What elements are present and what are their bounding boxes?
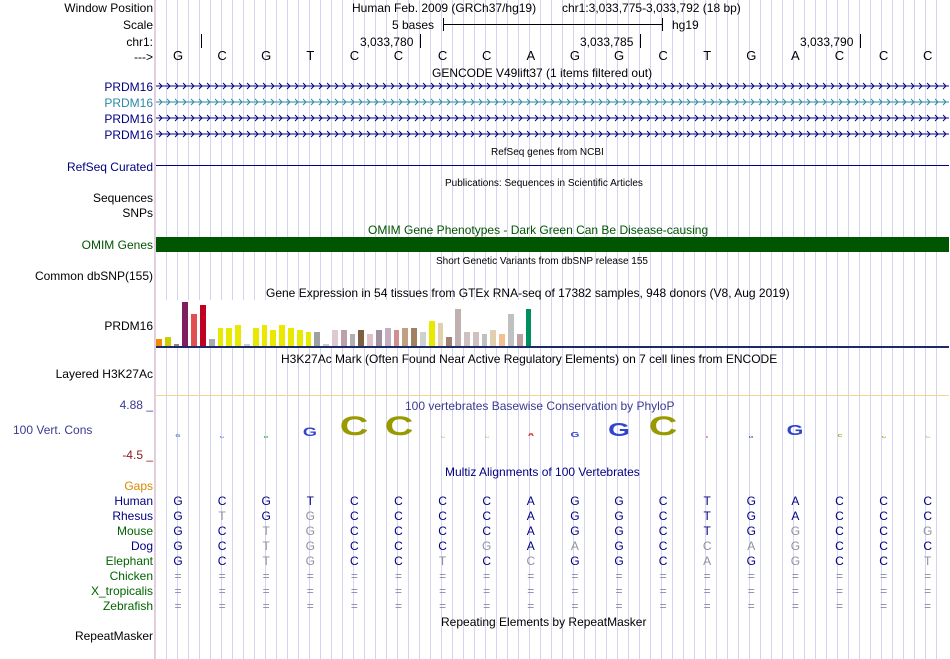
alignment-base: = (439, 584, 447, 598)
alignment-base: G (790, 524, 801, 538)
reference-base: C (437, 48, 448, 63)
window-position-label: Window Position (64, 1, 153, 15)
alignment-base: C (879, 524, 888, 538)
alignment-base: = (306, 599, 314, 613)
alignment-base: = (835, 584, 843, 598)
omim-gene-bar[interactable] (156, 237, 949, 252)
alignment-base: C (350, 554, 359, 568)
conservation-letter: G (608, 421, 630, 438)
species-label[interactable]: Rhesus (112, 509, 153, 523)
alignment-base: T (703, 494, 711, 508)
reference-base: A (526, 48, 536, 63)
gtex-tissue-bar[interactable] (279, 325, 285, 346)
alignment-base: = (218, 599, 226, 613)
gtex-tissue-bar[interactable] (367, 334, 373, 346)
alignment-base: = (262, 599, 270, 613)
alignment-base: C (438, 509, 447, 523)
publications-track-title[interactable]: Publications: Sequences in Scientific Articles (445, 178, 643, 189)
alignment-base: G (790, 539, 801, 553)
gtex-tissue-bar[interactable] (226, 328, 232, 346)
gtex-tissue-bar[interactable] (446, 337, 452, 346)
snps-label[interactable]: SNPs (122, 206, 153, 220)
alignment-base: = (306, 584, 314, 598)
alignment-base: C (482, 554, 492, 568)
repeatmasker-track-title[interactable]: Repeating Elements by RepeatMasker (441, 615, 647, 629)
gencode-transcript-label[interactable]: PRDM16 (104, 96, 153, 110)
alignment-base: = (218, 569, 226, 583)
alignment-base: = (174, 599, 182, 613)
reference-base: G (261, 48, 272, 63)
alignment-base: = (350, 569, 358, 583)
ruler-tick-label: 3,033,780 (360, 35, 414, 49)
reference-base: T (703, 48, 712, 63)
alignment-base: C (394, 509, 403, 523)
gtex-tissue-bar[interactable] (464, 332, 470, 346)
scale-bar-left-tick (443, 18, 444, 31)
alignment-base: C (217, 554, 227, 568)
alignment-base: = (306, 569, 314, 583)
gencode-transcript[interactable] (156, 127, 949, 141)
reference-base: C (834, 48, 845, 63)
alignment-base: T (924, 554, 932, 568)
conservation-letter: C (648, 414, 678, 438)
gtex-tissue-bar[interactable] (429, 321, 435, 346)
alignment-base: G (614, 539, 624, 553)
alignment-base: C (482, 494, 492, 508)
alignment-base: = (747, 584, 755, 598)
scale-bar-right-tick (662, 18, 663, 31)
alignment-base: = (924, 584, 932, 598)
alignment-base: C (658, 554, 668, 568)
alignment-base: = (615, 599, 623, 613)
strand-arrow-label: ---> (134, 50, 153, 64)
gtex-tissue-bar[interactable] (438, 323, 444, 346)
gtex-tissue-bar[interactable] (218, 328, 224, 346)
alignment-base: A (570, 539, 579, 553)
reference-base: C (658, 48, 668, 63)
alignment-base: C (217, 539, 227, 553)
h3k27ac-baseline (156, 395, 949, 396)
gtex-track-title[interactable]: Gene Expression in 54 tissues from GTEx RNA-seq of 17382 samples, 948 donors (V8, Aug 2019) (266, 286, 790, 300)
alignment-base: G (790, 554, 801, 568)
alignment-base: = (350, 599, 358, 613)
species-label[interactable]: Chicken (109, 569, 153, 583)
alignment-base: G (746, 554, 756, 568)
alignment-base: = (791, 584, 799, 598)
alignment-base: T (703, 524, 711, 538)
alignment-base: = (439, 599, 447, 613)
ruler-tick-label: 3,033,785 (580, 35, 634, 49)
alignment-base: A (526, 539, 535, 553)
alignment-base: T (262, 524, 270, 538)
ruler-tick (860, 34, 861, 48)
scale-bar (443, 24, 662, 25)
alignment-base: T (262, 554, 270, 568)
transcript-line (156, 79, 949, 93)
reference-base: C (481, 48, 492, 63)
alignment-base: C (350, 509, 359, 523)
alignment-base: C (658, 494, 668, 508)
alignment-base: = (394, 599, 402, 613)
transcript-line (156, 127, 949, 141)
alignment-base: G (173, 539, 183, 553)
alignment-base: C (217, 494, 227, 508)
alignment-base: = (835, 599, 843, 613)
alignment-base: A (526, 494, 535, 508)
h3k27ac-label[interactable]: Layered H3K27Ac (55, 367, 153, 381)
reference-base: G (613, 48, 625, 63)
assembly-title: Human Feb. 2009 (GRCh37/hg19) (352, 1, 537, 15)
gtex-tissue-bar[interactable] (209, 339, 215, 346)
alignment-base: C (658, 524, 668, 538)
alignment-base: = (659, 584, 667, 598)
alignment-base: = (791, 599, 799, 613)
transcript-line (156, 95, 949, 109)
gtex-tissue-bar[interactable] (165, 337, 171, 346)
alignment-base: G (261, 509, 271, 523)
conservation-letter (889, 436, 950, 438)
reference-base: C (878, 48, 889, 63)
alignment-base: G (746, 509, 756, 523)
gtex-tissue-bar[interactable] (306, 332, 312, 346)
scale-text: 5 bases (392, 18, 435, 32)
conservation-min-label: -4.5 _ (122, 448, 153, 462)
alignment-base: G (746, 524, 756, 538)
alignment-base: C (482, 524, 492, 538)
alignment-base: C (350, 494, 359, 508)
alignment-base: G (173, 524, 183, 538)
alignment-base: C (482, 509, 492, 523)
range-readout: chr1:3,033,775-3,033,792 (18 bp) (562, 1, 741, 15)
alignment-base: A (747, 539, 756, 553)
alignment-base: = (703, 569, 711, 583)
h3k27ac-track-title[interactable]: H3K27Ac Mark (Often Found Near Active Regulatory Elements) on 7 cell lines from ENCODE (281, 352, 778, 366)
alignment-base: A (791, 509, 800, 523)
gtex-tissue-bar[interactable] (394, 330, 400, 346)
ruler-tick-label: 3,033,790 (800, 35, 854, 49)
gtex-tissue-bar[interactable] (508, 314, 514, 346)
reference-base: T (306, 48, 315, 63)
alignment-base: G (614, 554, 624, 568)
alignment-base: C (394, 539, 403, 553)
conservation-track-title[interactable]: 100 vertebrates Basewise Conservation by PhyloP (405, 399, 675, 413)
conservation-letter: A (527, 433, 534, 438)
alignment-base: C (350, 524, 359, 538)
reference-base: C (922, 48, 933, 63)
alignment-base: T (703, 509, 711, 523)
gtex-tissue-bar[interactable] (526, 309, 532, 346)
alignment-base: = (394, 569, 402, 583)
species-label[interactable]: X_tropicalis (90, 584, 153, 598)
conservation-label[interactable]: 100 Vert. Cons (13, 423, 93, 437)
alignment-base: C (350, 539, 359, 553)
alignment-base: = (527, 584, 535, 598)
alignment-base: = (571, 569, 579, 583)
alignment-base: C (438, 539, 447, 553)
alignment-base: C (702, 539, 712, 553)
gtex-tissue-bar[interactable] (200, 305, 206, 346)
ruler-tick (420, 34, 421, 48)
alignment-base: = (527, 569, 535, 583)
alignment-base: = (880, 569, 888, 583)
alignment-base: T (262, 539, 270, 553)
gtex-tissue-bar[interactable] (262, 325, 268, 346)
alignment-base: A (703, 554, 712, 568)
alignment-base: G (570, 494, 580, 508)
reference-base: A (791, 48, 800, 63)
conservation-letter: C (340, 414, 369, 438)
alignment-base: C (923, 509, 933, 523)
conservation-letter: C (837, 434, 842, 438)
conservation-letter: G (570, 431, 580, 438)
alignment-base: = (571, 599, 579, 613)
gtex-tissue-bar[interactable] (288, 328, 294, 346)
gencode-track-title[interactable]: GENCODE V49lift37 (1 items filtered out) (432, 66, 653, 80)
alignment-base: G (261, 494, 271, 508)
gencode-transcript-label[interactable]: PRDM16 (104, 128, 153, 142)
alignment-base: G (305, 524, 315, 538)
reference-base: C (217, 48, 227, 63)
alignment-base: = (483, 569, 491, 583)
alignment-base: C (835, 509, 844, 523)
gencode-transcript[interactable] (156, 79, 949, 93)
gtex-tissue-bar[interactable] (332, 330, 338, 346)
gtex-tissue-bar[interactable] (156, 339, 162, 346)
gtex-tissue-bar[interactable] (270, 330, 276, 346)
scale-label: Scale (122, 18, 153, 32)
conservation-letter: C (384, 414, 413, 438)
alignment-base: = (703, 584, 711, 598)
conservation-letter: G (303, 427, 318, 438)
alignment-base: C (835, 494, 844, 508)
gtex-tissue-bar[interactable] (314, 332, 320, 346)
gtex-baseline (156, 346, 949, 348)
alignment-base: = (483, 599, 491, 613)
alignment-base: = (218, 584, 226, 598)
alignment-base: = (262, 569, 270, 583)
gtex-tissue-bar[interactable] (297, 330, 303, 346)
reference-base: C (349, 48, 360, 63)
omim-label[interactable]: OMIM Genes (81, 238, 153, 252)
scale-db: hg19 (672, 18, 699, 32)
refseq-line[interactable] (156, 165, 949, 166)
gaps-label: Gaps (124, 479, 153, 493)
alignment-base: A (791, 494, 800, 508)
gencode-transcript[interactable] (156, 111, 949, 125)
gtex-tissue-bar[interactable] (235, 325, 241, 346)
alignment-base: G (570, 509, 580, 523)
gtex-tissue-bar[interactable] (402, 328, 408, 346)
alignment-base: = (703, 599, 711, 613)
alignment-base: = (659, 569, 667, 583)
alignment-base: = (350, 584, 358, 598)
alignment-base: G (482, 539, 492, 553)
gtex-tissue-bar[interactable] (482, 334, 488, 346)
gtex-tissue-bar[interactable] (253, 328, 259, 346)
alignment-base: G (614, 509, 624, 523)
alignment-base: C (658, 539, 668, 553)
gtex-tissue-bar[interactable] (517, 334, 523, 346)
alignment-base: G (614, 524, 624, 538)
species-label[interactable]: Human (114, 494, 153, 508)
ruler-tick (640, 34, 641, 48)
alignment-base: G (305, 539, 315, 553)
gtex-tissue-bar[interactable] (499, 334, 505, 346)
sequences-label[interactable]: Sequences (92, 191, 153, 205)
alignment-base: C (394, 524, 403, 538)
alignment-base: C (526, 554, 536, 568)
alignment-base: = (615, 584, 623, 598)
alignment-base: T (306, 494, 314, 508)
reference-base: G (746, 48, 757, 63)
transcript-line (156, 111, 949, 125)
alignment-base: = (394, 584, 402, 598)
gtex-gene-label[interactable]: PRDM16 (104, 319, 153, 333)
conservation-letter: G (787, 425, 804, 438)
alignment-base: T (438, 554, 447, 568)
species-label[interactable]: Mouse (116, 524, 153, 538)
alignment-base: = (439, 569, 447, 583)
gtex-tissue-bar[interactable] (385, 328, 391, 346)
alignment-base: C (835, 554, 844, 568)
alignment-base: = (571, 584, 579, 598)
alignment-base: = (835, 569, 843, 583)
alignment-base: G (746, 494, 756, 508)
alignment-base: T (218, 509, 226, 523)
alignment-base: G (305, 554, 315, 568)
alignment-base: C (658, 509, 668, 523)
alignment-base: G (173, 554, 183, 568)
refseq-track-title[interactable]: RefSeq genes from NCBI (491, 147, 604, 158)
alignment-base: = (483, 584, 491, 598)
gtex-tissue-bar[interactable] (191, 314, 197, 346)
gtex-tissue-bar[interactable] (473, 332, 479, 346)
species-label[interactable]: Zebrafish (102, 599, 153, 613)
alignment-base: = (924, 599, 932, 613)
gtex-tissue-bar[interactable] (341, 330, 347, 346)
alignment-base: C (879, 539, 888, 553)
gtex-tissue-bar[interactable] (455, 309, 461, 346)
reference-base: G (172, 48, 184, 63)
alignment-base: C (835, 539, 844, 553)
dbsnp-label[interactable]: Common dbSNP(155) (34, 269, 153, 283)
alignment-base: = (659, 599, 667, 613)
alignment-base: C (394, 494, 403, 508)
multiz-track-title[interactable]: Multiz Alignments of 100 Vertebrates (445, 465, 640, 479)
label-divider (154, 0, 155, 659)
alignment-base: A (526, 509, 535, 523)
species-label[interactable]: Elephant (105, 554, 153, 568)
alignment-base: G (305, 509, 315, 523)
alignment-base: = (791, 569, 799, 583)
gencode-transcript-label[interactable]: PRDM16 (104, 80, 153, 94)
alignment-base: A (526, 524, 535, 538)
gencode-transcript-label[interactable]: PRDM16 (104, 112, 153, 126)
alignment-base: G (614, 494, 624, 508)
gtex-tissue-bar[interactable] (490, 330, 496, 346)
alignment-base: G (570, 524, 580, 538)
alignment-base: C (879, 509, 888, 523)
alignment-base: C (394, 554, 403, 568)
dbsnp-track-title[interactable]: Short Genetic Variants from dbSNP release 155 (436, 256, 648, 267)
alignment-base: = (615, 569, 623, 583)
alignment-base: = (747, 599, 755, 613)
gtex-tissue-bar[interactable] (420, 332, 426, 346)
alignment-base: = (747, 569, 755, 583)
alignment-base: G (173, 509, 183, 523)
gtex-tissue-bar[interactable] (182, 302, 188, 346)
alignment-base: G (923, 524, 933, 538)
alignment-base: C (879, 554, 888, 568)
reference-base: G (569, 48, 580, 63)
gtex-tissue-bar[interactable] (350, 334, 356, 346)
gtex-tissue-bar[interactable] (376, 330, 382, 346)
chrom-start-tick (201, 34, 202, 48)
alignment-base: C (438, 524, 447, 538)
alignment-base: = (174, 569, 182, 583)
gtex-tissue-bar[interactable] (358, 330, 364, 346)
repeatmasker-label[interactable]: RepeatMasker (74, 629, 153, 643)
alignment-base: C (217, 524, 227, 538)
alignment-base: = (880, 599, 888, 613)
alignment-base: G (173, 494, 183, 508)
alignment-base: C (923, 539, 933, 553)
alignment-base: G (570, 554, 580, 568)
reference-base: C (393, 48, 404, 63)
alignment-base: = (924, 569, 932, 583)
alignment-base: = (174, 584, 182, 598)
alignment-base: C (879, 494, 888, 508)
alignment-base: = (880, 584, 888, 598)
alignment-base: C (438, 494, 447, 508)
chrom-label: chr1: (126, 35, 153, 49)
gtex-tissue-bar[interactable] (411, 328, 417, 346)
species-label[interactable]: Dog (130, 539, 153, 553)
alignment-base: C (923, 494, 933, 508)
conservation-letter: G (175, 434, 181, 438)
gencode-transcript[interactable] (156, 95, 949, 109)
conservation-max-label: 4.88 _ (119, 398, 153, 412)
alignment-base: C (835, 524, 844, 538)
omim-track-title[interactable]: OMIM Gene Phenotypes - Dark Green Can Be Disease-causing (368, 223, 709, 237)
refseq-label[interactable]: RefSeq Curated (66, 160, 153, 174)
alignment-base: = (527, 599, 535, 613)
alignment-base: = (262, 584, 270, 598)
